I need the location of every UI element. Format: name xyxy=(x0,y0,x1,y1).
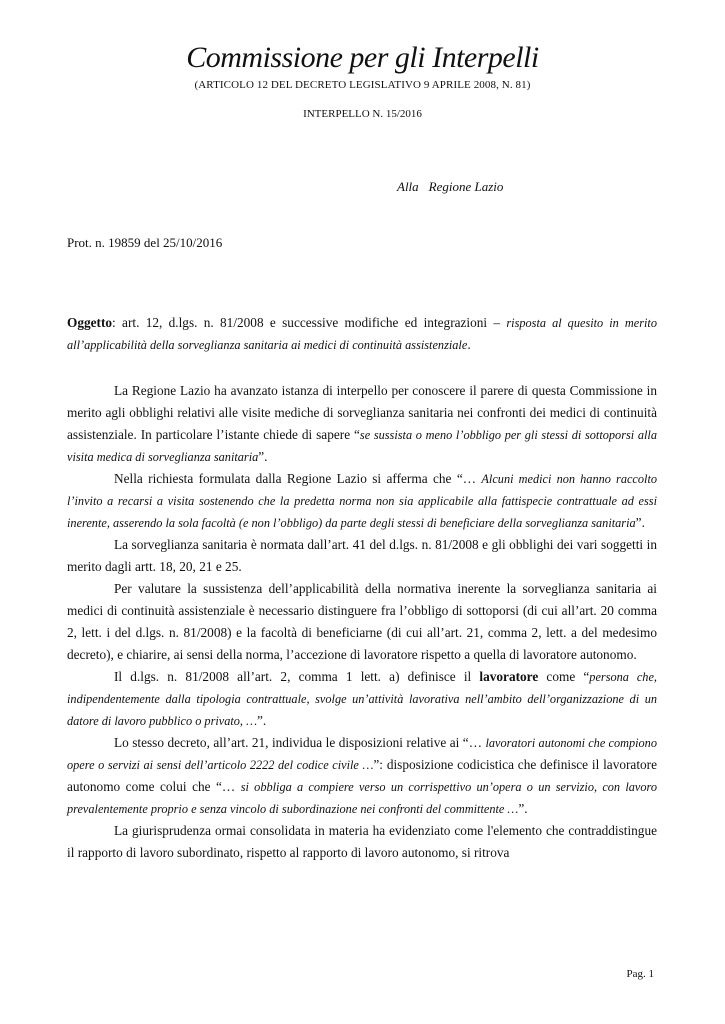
paragraph-5-text: Il d.lgs. n. 81/2008 all’art. 2, comma 1 lett. a) definisce il xyxy=(114,669,480,684)
document-body xyxy=(67,312,657,864)
paragraph-5 xyxy=(67,666,657,732)
recipient-name: Regione Lazio xyxy=(428,179,504,194)
recipient xyxy=(397,179,503,195)
paragraph-3: La sorveglianza sanitaria è normata dall’art. 41 del d.lgs. n. 81/2008 e gli obblighi dei vari soggetti in merito dagli artt. 18, 20, 21 e 25. xyxy=(67,537,657,574)
paragraph-4: Per valutare la sussistenza dell’applicabilità della normativa inerente la sorveglianza sanitaria ai medici di continuità assistenziale è necessario distinguere fra l’obbligo di sottoporsi (di cui all’art. 20 comma 2, lett. i del d.lgs. n. 81/2008) e la facoltà di beneficiarne (di cui all’art. 21, comma 2, lett. a del medesimo decreto), e chiarire, ai sensi della norma, l’accezione di lavoratore rispetto a quella di lavoratore autonomo. xyxy=(67,581,657,662)
paragraph-5-quote: persona che, indipendentemente dalla tipologia contrattuale, svolge un’attività lavorativa nell’ambito dell’organizzazione di un datore di lavoro pubblico o privato, … xyxy=(67,670,657,728)
paragraph-6-mid: ”: disposizione codicistica che definisce il lavoratore autonomo come colui che “… xyxy=(67,757,657,794)
paragraph-6 xyxy=(67,732,657,820)
paragraph-2 xyxy=(67,468,657,534)
paragraph-1-end: ”. xyxy=(258,449,268,464)
paragraph-5-mid: come “ xyxy=(538,669,590,684)
protocol-number: Prot. n. 19859 del 25/10/2016 xyxy=(67,235,223,250)
paragraph-6-quote-1: lavoratori autonomi che compiono opere o servizi ai sensi dell’articolo 2222 del codice civile … xyxy=(67,736,657,772)
document-title: Commissione per gli Interpelli xyxy=(186,41,539,74)
paragraph-1 xyxy=(67,380,657,468)
paragraph-7: La giurisprudenza ormai consolidata in materia ha evidenziato come l'elemento che contraddistingue il rapporto di lavoro subordinato, rispetto al rapporto di lavoro autonomo, si ritrova xyxy=(67,823,657,860)
interpello-number: INTERPELLO N. 15/2016 xyxy=(303,108,422,120)
subject-italic: risposta al quesito in merito all’applicabilità della sorveglianza sanitaria ai medici di continuità assistenziale xyxy=(67,316,657,352)
subject-text: : art. 12, d.lgs. n. 81/2008 e successive modifiche ed integrazioni – xyxy=(112,315,507,330)
recipient-prefix: Alla xyxy=(397,179,419,194)
subject-label: Oggetto xyxy=(67,315,113,330)
page-number: Pag. 1 xyxy=(626,968,654,980)
paragraph-1-quote: se sussista o meno l’obbligo per gli stessi di sottoporsi alla visita medica di sorveglianza sanitaria xyxy=(67,428,657,464)
paragraph-2-quote: Alcuni medici non hanno raccolto l’invito a recarsi a visita sostenendo che la predetta norma non sia applicabile alla fattispecie contrattuale ad essi inerente, asserendo la sola facoltà (e non l’obbligo) da parte degli stessi di beneficiare della sorveglianza sanitaria xyxy=(67,472,658,530)
paragraph-6-quote-2: si obbliga a compiere verso un corrispettivo un’opera o un servizio, con lavoro prevalentemente proprio e senza vincolo di subordinazione nei confronti del committente … xyxy=(67,780,657,816)
subject-paragraph xyxy=(67,312,657,356)
paragraph-2-text: Nella richiesta formulata dalla Regione Lazio si afferma che “… xyxy=(114,471,482,486)
document-subtitle: (ARTICOLO 12 DEL DECRETO LEGISLATIVO 9 APRILE 2008, N. 81) xyxy=(194,79,531,91)
paragraph-6-end: ”. xyxy=(518,801,528,816)
subject-end: . xyxy=(467,337,471,352)
paragraph-1-text: La Regione Lazio ha avanzato istanza di interpello per conoscere il parere di questa Commissione in merito agli obblighi relativi alle visite mediche di sorveglianza sanitaria nei confronti dei medici di continuità assistenziale. In particolare l’istante chiede di sapere “ xyxy=(67,383,657,442)
paragraph-5-end: ”. xyxy=(257,713,267,728)
paragraph-5-bold: lavoratore xyxy=(479,669,539,684)
paragraph-6-text: Lo stesso decreto, all’art. 21, individua le disposizioni relative ai “… xyxy=(114,735,486,750)
paragraph-2-end: ”. xyxy=(635,515,645,530)
